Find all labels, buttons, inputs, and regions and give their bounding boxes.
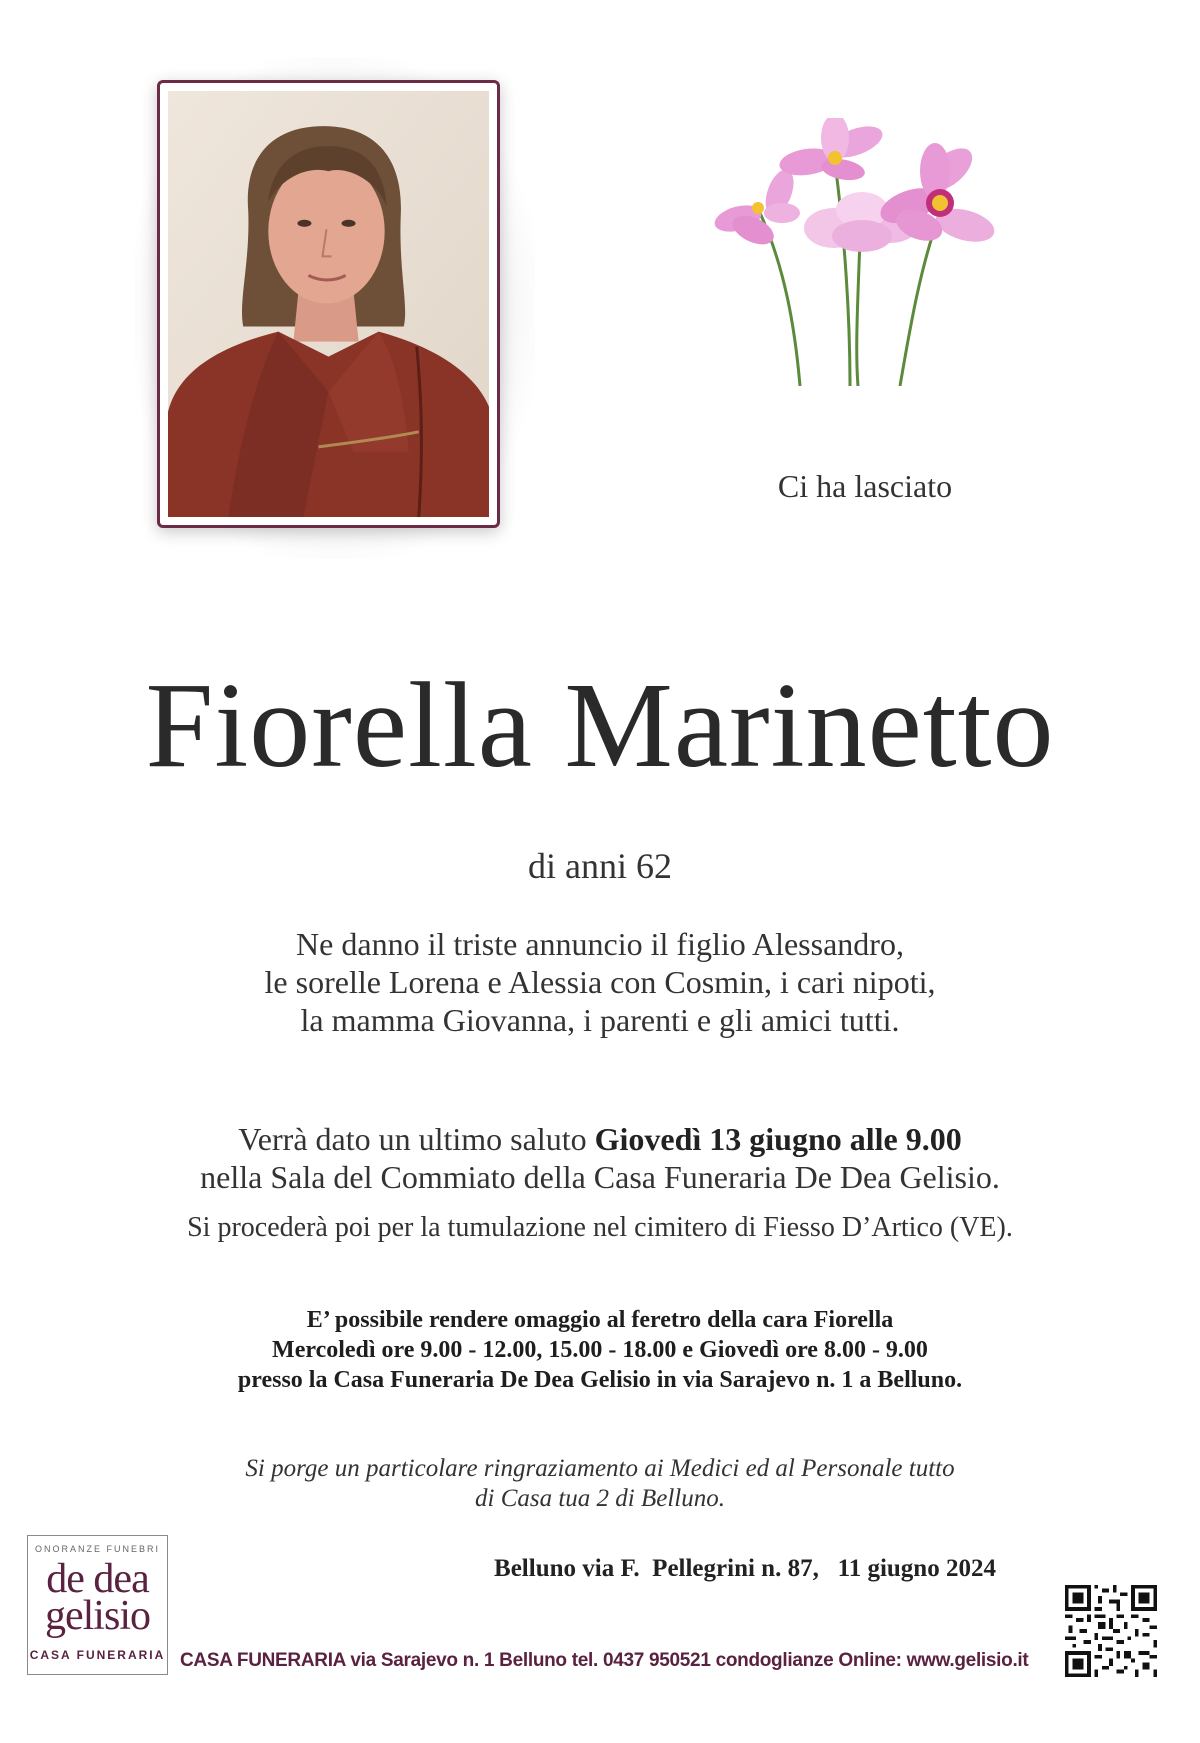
portrait-frame [157, 80, 500, 528]
visiting-line: presso la Casa Funeraria De Dea Gelisio in via Sarajevo n. 1 a Belluno. [237, 1367, 963, 1393]
age-text: di anni 62 [528, 846, 672, 886]
ceremony-datetime: Giovedì 13 giugno alle 9.00 [594, 1121, 962, 1157]
ceremony-line-2: nella Sala del Commiato della Casa Funeraria De Dea Gelisio. [200, 1159, 1000, 1195]
announcement [0, 925, 1200, 1039]
thanks-line: Si porge un particolare ringraziamento ai Medici ed al Personale tutto [245, 1455, 955, 1482]
announcement-line: Ne danno il triste annuncio il figlio Alessandro, [296, 926, 904, 962]
ceremony-line-1 [0, 1120, 1200, 1158]
intro-text: Ci ha lasciato [777, 468, 953, 504]
qr-code-icon[interactable] [1065, 1585, 1157, 1677]
footer-contact: CASA FUNERARIA via Sarajevo n. 1 Belluno tel. 0437 950521 condoglianze Online: www.gelisio.it [180, 1650, 1029, 1671]
portrait-photo [168, 91, 489, 517]
ceremony-info [0, 1120, 1200, 1196]
cosmos-flowers-icon [700, 118, 1030, 386]
place-date: Belluno via F. Pellegrini n. 87, 11 giugno 2024 [494, 1555, 996, 1582]
logo-top-line: ONORANZE FUNEBRI [34, 1544, 160, 1554]
deceased-name: Fiorella Marinetto [145, 658, 1055, 793]
funeral-home-logo [27, 1535, 168, 1675]
burial-info: Si procederà poi per la tumulazione nel cimitero di Fiesso D’Artico (VE). [187, 1212, 1013, 1243]
visiting-line: E’ possibile rendere omaggio al feretro della cara Fiorella [306, 1307, 894, 1333]
logo-brand-line1: de dea [46, 1556, 149, 1602]
ceremony-prefix: Verrà dato un ultimo saluto [238, 1121, 595, 1157]
announcement-line: le sorelle Lorena e Alessia con Cosmin, i cari nipoti, [264, 964, 936, 1000]
visiting-info [0, 1305, 1200, 1395]
logo-brand-line2: gelisio [45, 1593, 150, 1639]
thanks-line: di Casa tua 2 di Belluno. [475, 1485, 725, 1512]
logo-bottom-line: CASA FUNERARIA [29, 1648, 166, 1662]
visiting-line: Mercoledì ore 9.00 - 12.00, 15.00 - 18.00 e Giovedì ore 8.00 - 9.00 [272, 1337, 928, 1363]
thanks-note [0, 1454, 1200, 1514]
announcement-line: la mamma Giovanna, i parenti e gli amici tutti. [300, 1002, 900, 1038]
